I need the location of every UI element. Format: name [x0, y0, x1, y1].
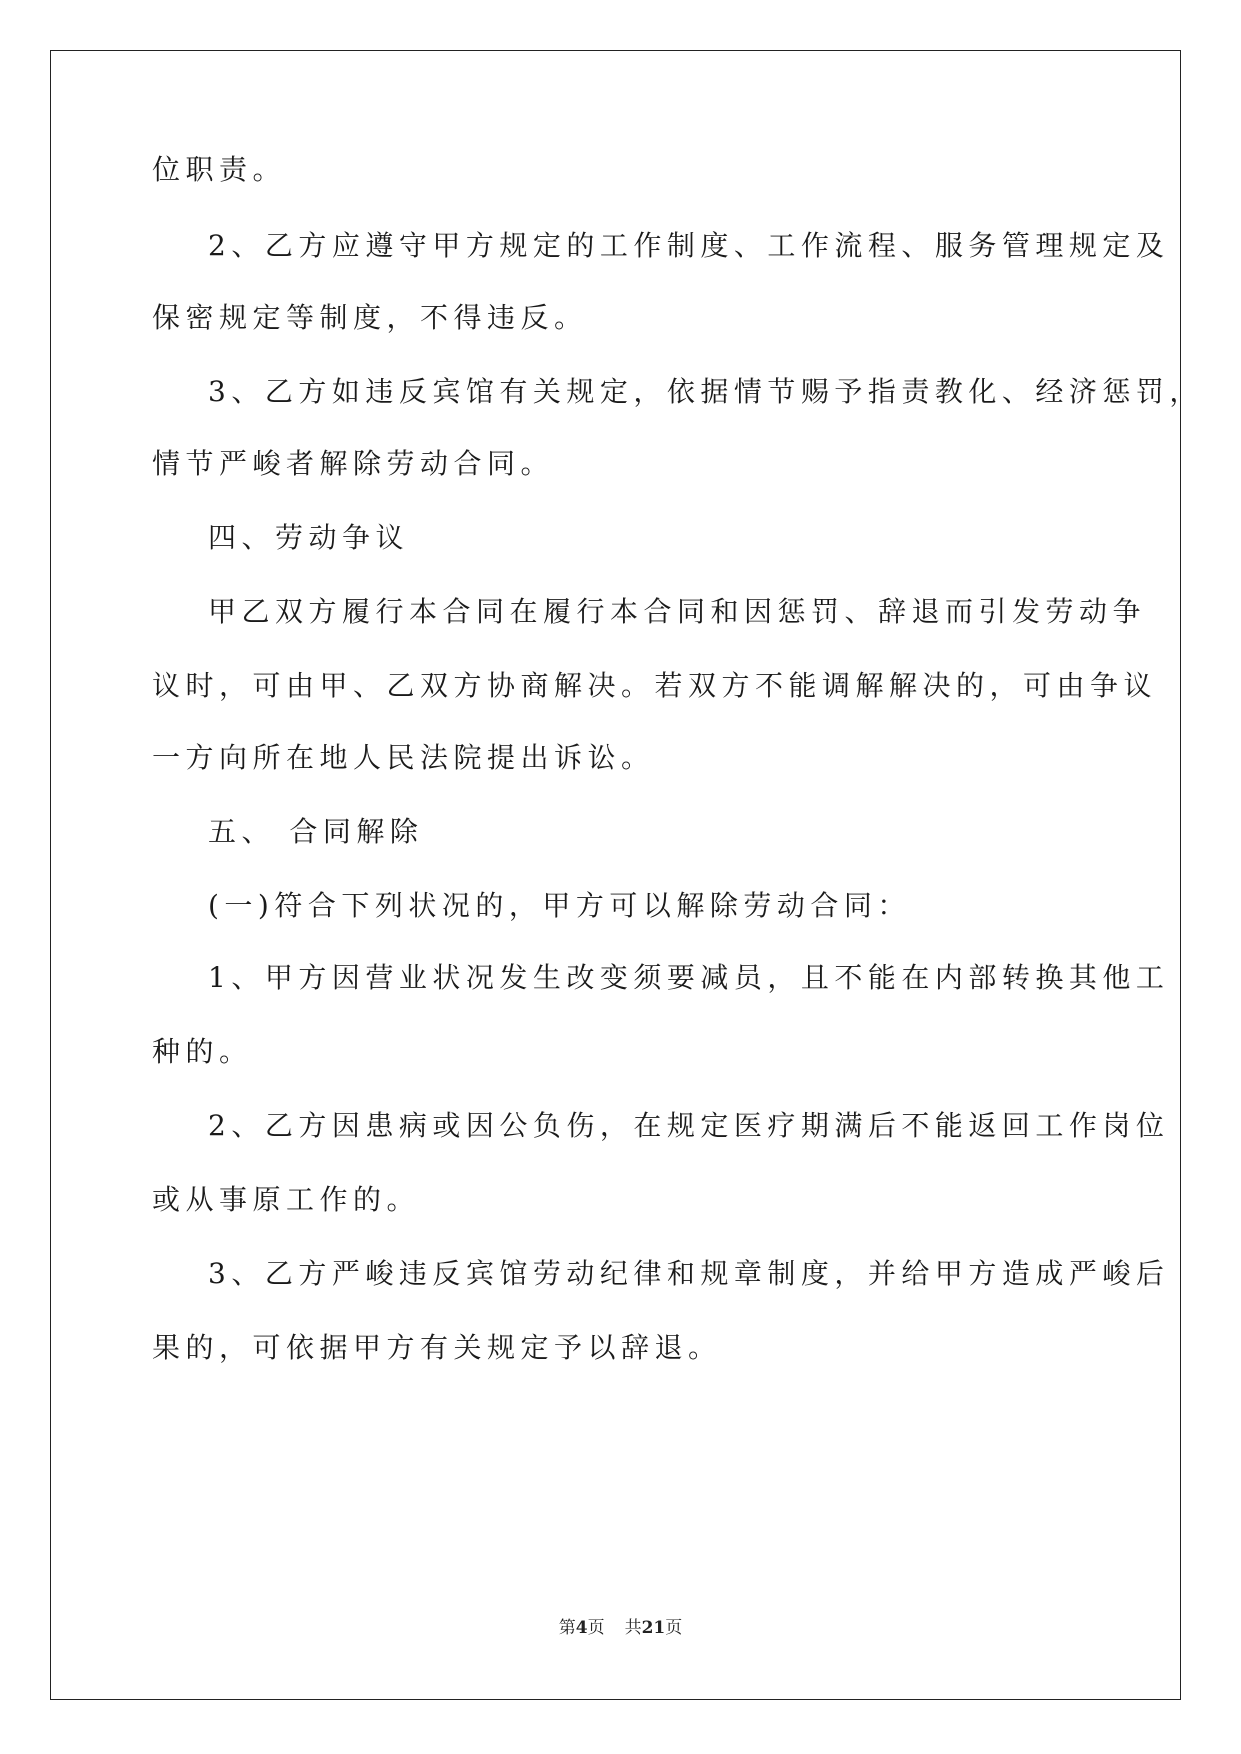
text-line: 1、甲方因营业状况发生改变须要减员，且不能在内部转换其他工 [208, 961, 1170, 994]
text-line: (一)符合下列状况的，甲方可以解除劳动合同： [208, 889, 911, 922]
text-line: 2、乙方应遵守甲方规定的工作制度、工作流程、服务管理规定及 [208, 229, 1170, 262]
text-line: 3、乙方如违反宾馆有关规定，依据情节赐予指责教化、经济惩罚， [208, 375, 1203, 408]
page-prefix: 第 [558, 1618, 576, 1638]
text-line: 3、乙方严峻违反宾馆劳动纪律和规章制度，并给甲方造成严峻后 [208, 1257, 1170, 1290]
text-line: 果的，可依据甲方有关规定予以辞退。 [152, 1331, 722, 1364]
text-line: 议时，可由甲、乙双方协商解决。若双方不能调解解决的，可由争议 [152, 669, 1158, 702]
text-line: 保密规定等制度，不得违反。 [152, 301, 588, 334]
page-suffix: 页 [587, 1618, 605, 1638]
section-heading: 四、劳动争议 [208, 521, 410, 554]
section-heading: 五、 合同解除 [208, 815, 424, 848]
total-prefix: 共 [624, 1618, 642, 1638]
text-line: 情节严峻者解除劳动合同。 [152, 447, 555, 480]
text-line: 位职责。 [152, 153, 287, 186]
text-line: 种的。 [152, 1035, 253, 1068]
page-footer [0, 1613, 1241, 1638]
text-line: 一方向所在地人民法院提出诉讼。 [152, 741, 655, 774]
total-suffix: 页 [665, 1618, 683, 1638]
text-line: 或从事原工作的。 [152, 1183, 421, 1216]
text-line: 甲乙双方履行本合同在履行本合同和因惩罚、辞退而引发劳动争 [208, 595, 1147, 628]
text-line: 2、乙方因患病或因公负伤，在规定医疗期满后不能返回工作岗位 [208, 1109, 1170, 1142]
page-number: 4 [575, 1618, 588, 1638]
total-pages: 21 [641, 1618, 666, 1638]
